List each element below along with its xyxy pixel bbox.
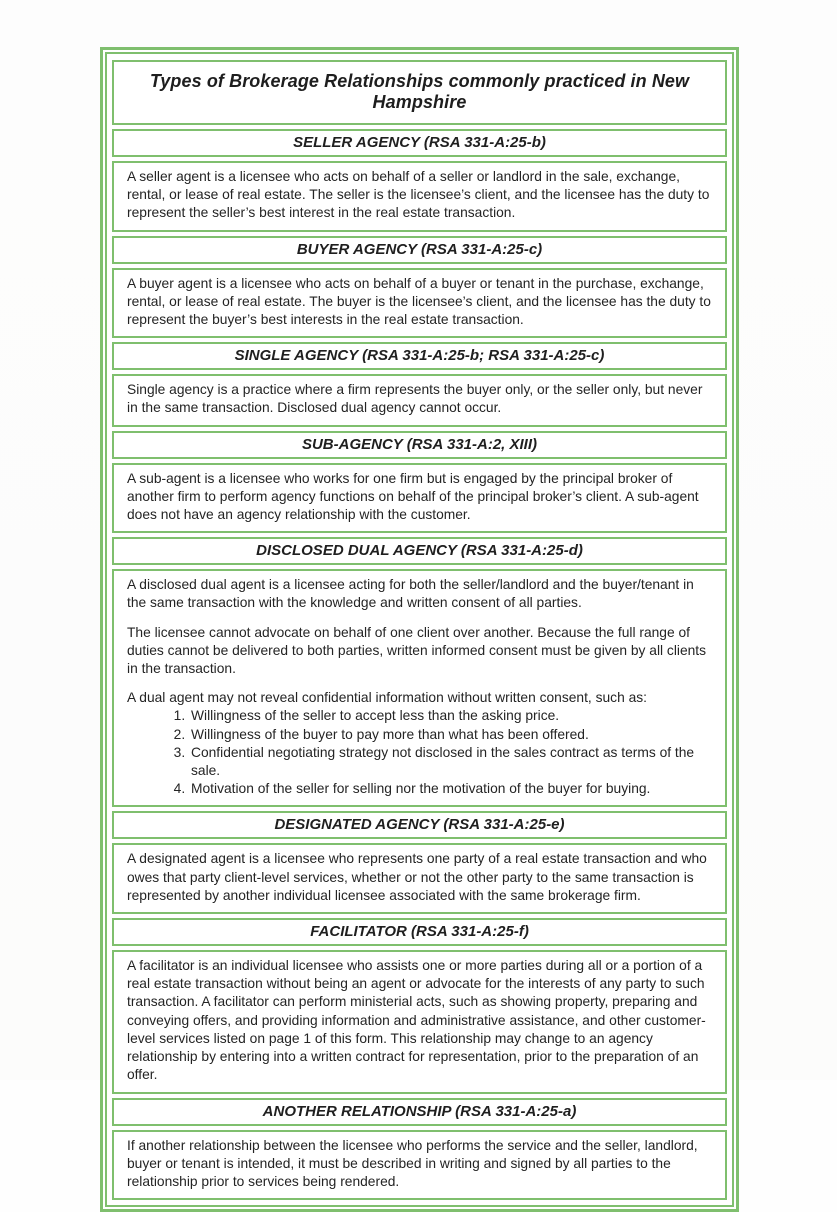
page-title: Types of Brokerage Relationships commonly practiced in New Hampshire: [149, 71, 690, 112]
document-inner-frame: [105, 52, 734, 1207]
list-item: 1. Willingness of the seller to accept less than the asking price.: [189, 707, 711, 725]
section-header-sub-agency: SUB-AGENCY (RSA 331-A:2, XIII): [112, 431, 727, 459]
section-body-single-agency: [112, 374, 727, 426]
paragraph: The licensee cannot advocate on behalf of one client over another. Because the full range of duties cannot be delivered to both parties, written informed consent must be given by all clients in the transaction.: [127, 624, 707, 677]
list-item: 2. Willingness of the buyer to pay more than what has been offered.: [189, 726, 711, 744]
section-header-seller-agency: SELLER AGENCY (RSA 331-A:25-b): [112, 129, 727, 157]
section-body-facilitator: [112, 950, 727, 1093]
paragraph: A buyer agent is a licensee who acts on behalf of a buyer or tenant in the purchase, exchange, rental, or lease of real estate. The buyer is the licensee’s client, and the licensee has the duty to represent the buyer’s best interests in the real estate transaction.: [127, 275, 711, 328]
paragraph: A sub-agent is a licensee who works for one firm but is engaged by the principal broker of another firm to perform agency functions on behalf of the principal broker’s client. A sub-agent does not have an agency relationship with the customer.: [127, 470, 699, 523]
section-body-buyer-agency: [112, 268, 727, 339]
paragraph: A seller agent is a licensee who acts on behalf of a seller or landlord in the sale, exchange, rental, or lease of real estate. The seller is the licensee’s client, and the licensee has the duty to represent the seller’s best interest in the real estate transaction.: [127, 169, 710, 221]
section-header-facilitator: FACILITATOR (RSA 331-A:25-f): [112, 918, 727, 946]
confidential-items-list: [127, 707, 711, 798]
paragraph: If another relationship between the licensee who performs the service and the seller, landlord, buyer or tenant is intended, it must be described in writing and signed by all parties to the relationship prior to services being rendered.: [127, 1137, 698, 1189]
paragraph: A dual agent may not reveal confidential information without written consent, such as:: [127, 690, 647, 706]
section-body-sub-agency: [112, 463, 727, 534]
list-item: 4. Motivation of the seller for selling nor the motivation of the buyer for buying.: [189, 780, 711, 798]
section-header-disclosed-dual-agency: DISCLOSED DUAL AGENCY (RSA 331-A:25-d): [112, 537, 727, 565]
list-item: 3. Confidential negotiating strategy not disclosed in the sales contract as terms of the sale.: [189, 744, 711, 780]
document-outer-frame: [100, 47, 739, 1212]
section-body-seller-agency: [112, 161, 727, 232]
paragraph: A facilitator is an individual licensee who assists one or more parties during all or a portion of a real estate transaction without being an agent or advocate for the interests of any party to such transaction. A facilitator can perform ministerial acts, such as showing property, preparing and conveying offers, and providing information and administrative assistance, and other customer-level services listed on page 1 of this form. This relationship may change to an agency relationship by entering into a written contract for representation, prior to the preparation of an offer.: [127, 958, 706, 1083]
paragraph: A disclosed dual agent is a licensee acting for both the seller/landlord and the buyer/tenant in the same transaction with the knowledge and written consent of all parties.: [127, 577, 694, 611]
section-body-designated-agency: [112, 843, 727, 914]
section-body-disclosed-dual-agency: [112, 569, 727, 807]
section-body-another-relationship: [112, 1130, 727, 1201]
title-box: [112, 60, 727, 125]
paragraph: A designated agent is a licensee who represents one party of a real estate transaction and who owes that party client-level services, whether or not the other party to the same transaction is represented by another individual licensee associated with the same brokerage firm.: [127, 851, 707, 903]
paragraph: Single agency is a practice where a firm represents the buyer only, or the seller only, but never in the same transaction. Disclosed dual agency cannot occur.: [127, 382, 703, 416]
section-header-single-agency: SINGLE AGENCY (RSA 331-A:25-b; RSA 331-A:25-c): [112, 342, 727, 370]
section-header-buyer-agency: BUYER AGENCY (RSA 331-A:25-c): [112, 236, 727, 264]
section-header-designated-agency: DESIGNATED AGENCY (RSA 331-A:25-e): [112, 811, 727, 839]
section-header-another-relationship: ANOTHER RELATIONSHIP (RSA 331-A:25-a): [112, 1098, 727, 1126]
